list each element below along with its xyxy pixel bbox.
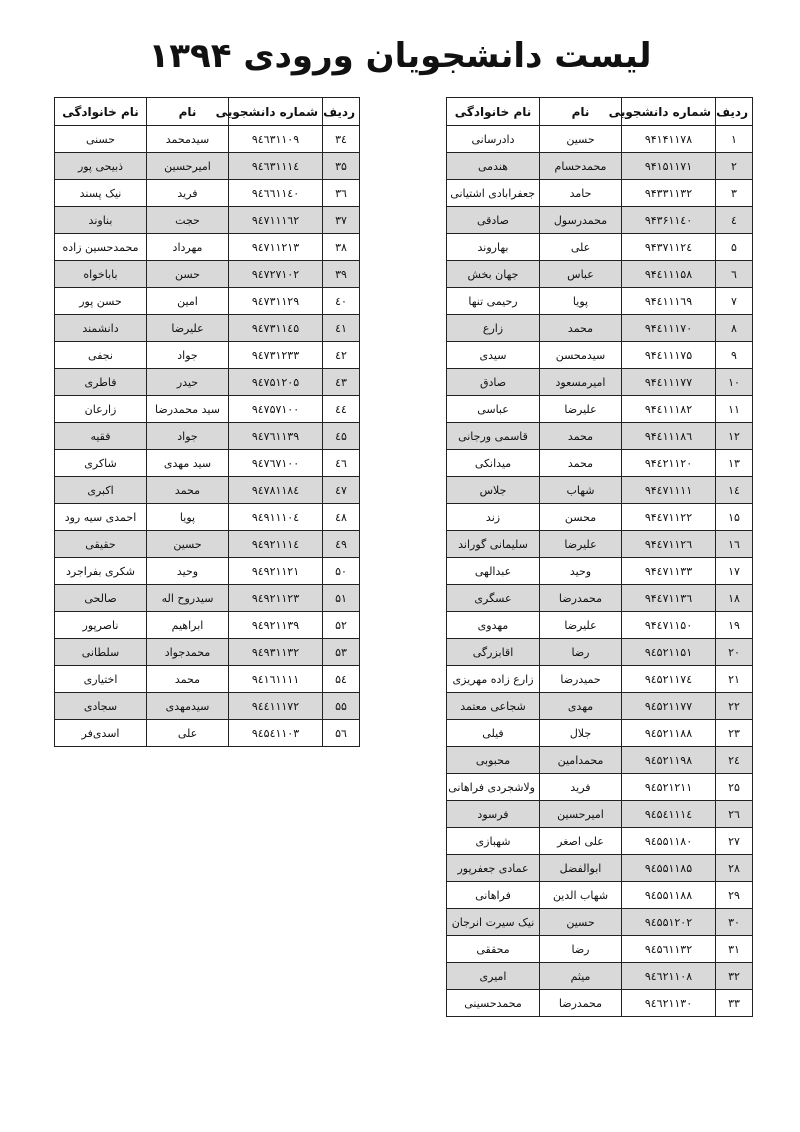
cell-row-number: ۳۷ [323, 207, 360, 234]
cell-first-name: حمیدرضا [540, 666, 622, 693]
table-row [55, 666, 360, 693]
table-row [447, 855, 753, 882]
cell-student-id: ۹٤٤۱۱۱۷۲ [229, 693, 323, 720]
cell-student-id: ۹٤۷۳۱۱۲۹ [229, 288, 323, 315]
cell-first-name: حسن [147, 261, 229, 288]
cell-first-name: سید مهدی [147, 450, 229, 477]
cell-last-name: بناوند [55, 207, 147, 234]
cell-first-name: حامد [540, 180, 622, 207]
cell-last-name: اقابزرگی [447, 639, 540, 666]
cell-first-name: سیدمحسن [540, 342, 622, 369]
cell-first-name: محمدحسام [540, 153, 622, 180]
cell-student-id: ۹۴٤۷۱۱۱۱ [622, 477, 716, 504]
cell-last-name: محققی [447, 936, 540, 963]
cell-row-number: ٤ [716, 207, 753, 234]
cell-first-name: پویا [147, 504, 229, 531]
table-row [447, 963, 753, 990]
cell-first-name: رضا [540, 639, 622, 666]
cell-first-name: امیرمسعود [540, 369, 622, 396]
cell-first-name: محمدرسول [540, 207, 622, 234]
cell-first-name: حسین [540, 909, 622, 936]
cell-last-name: صادقی [447, 207, 540, 234]
cell-student-id: ۹۴۳۶۱۱٤۰ [622, 207, 716, 234]
cell-student-id: ۹۴٤۱۱۱۸۲ [622, 396, 716, 423]
cell-student-id: ۹٤۹۲۱۱۲۳ [229, 585, 323, 612]
cell-row-number: ١٤ [716, 477, 753, 504]
cell-row-number: ۲۵ [716, 774, 753, 801]
cell-last-name: نجفی [55, 342, 147, 369]
cell-student-id: ۹۴۱۴۱۱۷۸ [622, 126, 716, 153]
cell-first-name: حسین [147, 531, 229, 558]
cell-first-name: پویا [540, 288, 622, 315]
table-row [447, 423, 753, 450]
cell-student-id: ۹٤۵۲۱۱۷۷ [622, 693, 716, 720]
cell-student-id: ۹٤۵۵۱۱۸۰ [622, 828, 716, 855]
cell-row-number: ۹ [716, 342, 753, 369]
cell-first-name: جواد [147, 342, 229, 369]
cell-last-name: نیک پسند [55, 180, 147, 207]
cell-row-number: ۱۸ [716, 585, 753, 612]
cell-first-name: مهدی [540, 693, 622, 720]
cell-first-name: وحید [147, 558, 229, 585]
table-row [55, 639, 360, 666]
table-row [55, 612, 360, 639]
table-row [55, 585, 360, 612]
cell-student-id: ۹٤۹۱۱۱۰٤ [229, 504, 323, 531]
cell-first-name: ابوالفضل [540, 855, 622, 882]
table-row [447, 693, 753, 720]
header-student-id: شماره دانشجویی [622, 98, 716, 126]
cell-student-id: ۹۴٤۲۱۱۲۰ [622, 450, 716, 477]
cell-first-name: وحید [540, 558, 622, 585]
cell-student-id: ۹۴٤۱۱۱٦۹ [622, 288, 716, 315]
cell-student-id: ۹٤۱٦۱۱۱۱ [229, 666, 323, 693]
cell-last-name: باباخواه [55, 261, 147, 288]
cell-first-name: امیرحسین [540, 801, 622, 828]
table-row [55, 342, 360, 369]
cell-student-id: ۹۴٤۱۱۱۷۰ [622, 315, 716, 342]
cell-last-name: اکبری [55, 477, 147, 504]
table-row [55, 207, 360, 234]
cell-row-number: ٤۵ [323, 423, 360, 450]
cell-first-name: علیرضا [540, 396, 622, 423]
cell-row-number: ۳٦ [323, 180, 360, 207]
cell-last-name: اسدی‌فر [55, 720, 147, 747]
cell-first-name: شهاب الدین [540, 882, 622, 909]
header-last-name: نام خانوادگی [55, 98, 147, 126]
cell-last-name: عمادی جعفرپور [447, 855, 540, 882]
cell-last-name: جلاس [447, 477, 540, 504]
cell-first-name: محمدامین [540, 747, 622, 774]
cell-row-number: ۷ [716, 288, 753, 315]
cell-last-name: فاطری [55, 369, 147, 396]
cell-first-name: فرید [540, 774, 622, 801]
cell-last-name: ناصرپور [55, 612, 147, 639]
cell-last-name: حسن پور [55, 288, 147, 315]
cell-last-name: شجاعی معتمد [447, 693, 540, 720]
table-row [447, 315, 753, 342]
cell-first-name: سیدمهدی [147, 693, 229, 720]
table-row [447, 828, 753, 855]
header-first-name: نام [147, 98, 229, 126]
cell-row-number: ۲۷ [716, 828, 753, 855]
cell-student-id: ۹٤۵٦۱۱۳۲ [622, 936, 716, 963]
cell-student-id: ۹۴٤۷۱۱۲۲ [622, 504, 716, 531]
table-header-row [55, 98, 360, 126]
cell-last-name: مهدوی [447, 612, 540, 639]
cell-last-name: دانشمند [55, 315, 147, 342]
cell-first-name: مهرداد [147, 234, 229, 261]
cell-row-number: ۵۵ [323, 693, 360, 720]
cell-row-number: ۲ [716, 153, 753, 180]
cell-first-name: شهاب [540, 477, 622, 504]
cell-last-name: سجادی [55, 693, 147, 720]
table-row [55, 369, 360, 396]
cell-student-id: ۹٤٦۳۱۱۱٤ [229, 153, 323, 180]
table-row [447, 396, 753, 423]
cell-first-name: محمدرضا [540, 585, 622, 612]
cell-last-name: جهان بخش [447, 261, 540, 288]
cell-last-name: نیک سیرت انرجان [447, 909, 540, 936]
cell-row-number: ۱۰ [716, 369, 753, 396]
cell-student-id: ۹۴٤۷۱۱۲٦ [622, 531, 716, 558]
cell-student-id: ۹٤۵۵۱۱۸۸ [622, 882, 716, 909]
table-row [55, 153, 360, 180]
cell-last-name: شهبازی [447, 828, 540, 855]
cell-first-name: امین [147, 288, 229, 315]
table-row [447, 531, 753, 558]
table-row [447, 207, 753, 234]
cell-last-name: فقیه [55, 423, 147, 450]
cell-row-number: ۸ [716, 315, 753, 342]
header-last-name: نام خانوادگی [447, 98, 540, 126]
cell-last-name: هندمی [447, 153, 540, 180]
table-row [447, 261, 753, 288]
cell-student-id: ۹٤۹۲۱۱۳۹ [229, 612, 323, 639]
cell-row-number: ۵۳ [323, 639, 360, 666]
cell-first-name: سیدمحمد [147, 126, 229, 153]
cell-student-id: ۹٤۷٦۷۱۰۰ [229, 450, 323, 477]
cell-row-number: ۳۱ [716, 936, 753, 963]
cell-last-name: رحیمی تنها [447, 288, 540, 315]
table-row [447, 666, 753, 693]
cell-row-number: ۳۹ [323, 261, 360, 288]
cell-row-number: ۵۲ [323, 612, 360, 639]
cell-row-number: ۵ [716, 234, 753, 261]
cell-last-name: صادق [447, 369, 540, 396]
cell-last-name: زارعان [55, 396, 147, 423]
cell-last-name: میدانکی [447, 450, 540, 477]
cell-row-number: ٤۷ [323, 477, 360, 504]
table-row [447, 639, 753, 666]
table-row [447, 558, 753, 585]
cell-row-number: ٤۳ [323, 369, 360, 396]
cell-last-name: زارع [447, 315, 540, 342]
cell-last-name: عبدالهی [447, 558, 540, 585]
cell-row-number: ۳٤ [323, 126, 360, 153]
cell-student-id: ۹٤۵۵۱۲۰۲ [622, 909, 716, 936]
cell-row-number: ۲۹ [716, 882, 753, 909]
cell-student-id: ۹٤۷۱۱۲۱۳ [229, 234, 323, 261]
table-row [55, 126, 360, 153]
cell-last-name: فرسود [447, 801, 540, 828]
cell-last-name: بهاروند [447, 234, 540, 261]
table-row [55, 720, 360, 747]
cell-last-name: عسگری [447, 585, 540, 612]
table-row [447, 477, 753, 504]
cell-student-id: ۹٤۵۲۱۱۹۸ [622, 747, 716, 774]
cell-first-name: محسن [540, 504, 622, 531]
cell-first-name: رضا [540, 936, 622, 963]
cell-student-id: ۹۴۳۷۱۱۲٤ [622, 234, 716, 261]
cell-last-name: محمدحسینی [447, 990, 540, 1017]
cell-student-id: ۹٤۵۲۱۲۱۱ [622, 774, 716, 801]
cell-first-name: سید محمدرضا [147, 396, 229, 423]
cell-first-name: عباس [540, 261, 622, 288]
cell-last-name: حسنی [55, 126, 147, 153]
cell-first-name: علی [540, 234, 622, 261]
table-row [447, 585, 753, 612]
cell-student-id: ۹٤۹۲۱۱۱٤ [229, 531, 323, 558]
cell-row-number: ۱٦ [716, 531, 753, 558]
cell-last-name: اختیاری [55, 666, 147, 693]
cell-first-name: حسین [540, 126, 622, 153]
cell-row-number: ۱۷ [716, 558, 753, 585]
header-row-number: ردیف [323, 98, 360, 126]
cell-last-name: فراهانی [447, 882, 540, 909]
table-row [447, 342, 753, 369]
table-row [447, 774, 753, 801]
cell-student-id: ۹٤۹۲۱۱۲۱ [229, 558, 323, 585]
table-row [55, 531, 360, 558]
cell-row-number: ٤۹ [323, 531, 360, 558]
table-row [447, 234, 753, 261]
table-row [447, 504, 753, 531]
cell-student-id: ۹٤۵٤۱۱۰۳ [229, 720, 323, 747]
table-row [447, 612, 753, 639]
cell-row-number: ۱۱ [716, 396, 753, 423]
cell-first-name: محمدجواد [147, 639, 229, 666]
table-row [447, 747, 753, 774]
cell-student-id: ۹۴٤۱۱۱۵۸ [622, 261, 716, 288]
cell-last-name: محبوبی [447, 747, 540, 774]
table-row [55, 396, 360, 423]
table-row [447, 153, 753, 180]
table-row [55, 450, 360, 477]
cell-row-number: ۵۰ [323, 558, 360, 585]
cell-last-name: قاسمی ورجانی [447, 423, 540, 450]
header-student-id: شماره دانشجویی [229, 98, 323, 126]
cell-student-id: ۹٤۷۳۱۲۳۳ [229, 342, 323, 369]
table-row [55, 477, 360, 504]
cell-row-number: ۱۲ [716, 423, 753, 450]
cell-row-number: ۵٦ [323, 720, 360, 747]
table-row [55, 504, 360, 531]
cell-last-name: ذبیحی پور [55, 153, 147, 180]
cell-student-id: ۹٤۷۵۷۱۰۰ [229, 396, 323, 423]
table-row [55, 423, 360, 450]
cell-first-name: محمد [147, 477, 229, 504]
cell-student-id: ۹٤٦۲۱۱۰۸ [622, 963, 716, 990]
cell-row-number: ٦ [716, 261, 753, 288]
cell-row-number: ۲٤ [716, 747, 753, 774]
cell-first-name: علیرضا [147, 315, 229, 342]
cell-row-number: ۲۲ [716, 693, 753, 720]
cell-row-number: ۲۸ [716, 855, 753, 882]
cell-row-number: ۳۲ [716, 963, 753, 990]
cell-last-name: زارع زاده مهریزی [447, 666, 540, 693]
cell-student-id: ۹٤۵۵۱۱۸۵ [622, 855, 716, 882]
cell-row-number: ٤۱ [323, 315, 360, 342]
table-row [447, 126, 753, 153]
cell-first-name: ابراهیم [147, 612, 229, 639]
cell-row-number: ۱ [716, 126, 753, 153]
cell-last-name: شکری بفراجرد [55, 558, 147, 585]
cell-row-number: ٤٦ [323, 450, 360, 477]
header-first-name: نام [540, 98, 622, 126]
cell-first-name: علی [147, 720, 229, 747]
cell-row-number: ۳۰ [716, 909, 753, 936]
cell-last-name: جعفرابادی اشتیانی [447, 180, 540, 207]
table-row [55, 315, 360, 342]
cell-last-name: زند [447, 504, 540, 531]
cell-student-id: ۹٤۷۲۷۱۰۲ [229, 261, 323, 288]
cell-first-name: محمد [540, 450, 622, 477]
cell-student-id: ۹۴٤۷۱۱۵۰ [622, 612, 716, 639]
cell-student-id: ۹٤۵٤۱۱۱٤ [622, 801, 716, 828]
cell-student-id: ۹۴٤۱۱۱۸٦ [622, 423, 716, 450]
cell-last-name: فیلی [447, 720, 540, 747]
cell-student-id: ۹٤۷٦۱۱۳۹ [229, 423, 323, 450]
table-row [447, 288, 753, 315]
cell-row-number: ۲۱ [716, 666, 753, 693]
page-title: لیست دانشجویان ورودی ۱۳۹۴ [148, 36, 652, 76]
table-row [447, 801, 753, 828]
table-header-row [447, 98, 753, 126]
table-row [447, 450, 753, 477]
table-row [447, 882, 753, 909]
cell-row-number: ۳ [716, 180, 753, 207]
cell-first-name: محمد [540, 315, 622, 342]
students-table-left [54, 97, 360, 747]
table-row [447, 909, 753, 936]
cell-row-number: ٤۸ [323, 504, 360, 531]
cell-student-id: ۹٤٦٦۱۱٤۰ [229, 180, 323, 207]
cell-first-name: محمد [540, 423, 622, 450]
cell-first-name: سیدروح اله [147, 585, 229, 612]
cell-student-id: ۹٤۷۳۱۱٤۵ [229, 315, 323, 342]
cell-student-id: ۹٤٦۲۱۱۳۰ [622, 990, 716, 1017]
table-row [447, 720, 753, 747]
cell-first-name: محمدرضا [540, 990, 622, 1017]
cell-student-id: ۹۴۱۵۱۱۷۱ [622, 153, 716, 180]
table-row [55, 288, 360, 315]
cell-row-number: ۲۰ [716, 639, 753, 666]
students-table-right [446, 97, 753, 1017]
cell-last-name: سلطانی [55, 639, 147, 666]
table-row [447, 936, 753, 963]
cell-first-name: علی اصغر [540, 828, 622, 855]
cell-row-number: ۲٦ [716, 801, 753, 828]
cell-student-id: ۹٤۹۳۱۱۳۲ [229, 639, 323, 666]
table-row [55, 558, 360, 585]
cell-row-number: ٤٤ [323, 396, 360, 423]
cell-first-name: محمد [147, 666, 229, 693]
cell-row-number: ۱۵ [716, 504, 753, 531]
cell-row-number: ۵۱ [323, 585, 360, 612]
cell-student-id: ۹٤۵۲۱۱۵۱ [622, 639, 716, 666]
cell-first-name: امیرحسین [147, 153, 229, 180]
cell-row-number: ۲۳ [716, 720, 753, 747]
table-row [447, 180, 753, 207]
table-row [55, 693, 360, 720]
cell-last-name: سلیمانی گوراند [447, 531, 540, 558]
cell-first-name: فرید [147, 180, 229, 207]
cell-last-name: محمدحسین زاده [55, 234, 147, 261]
cell-last-name: حقیقی [55, 531, 147, 558]
table-row [55, 261, 360, 288]
cell-row-number: ۳۸ [323, 234, 360, 261]
cell-row-number: ۱۳ [716, 450, 753, 477]
cell-last-name: سیدی [447, 342, 540, 369]
cell-student-id: ۹٤۵۲۱۱۷٤ [622, 666, 716, 693]
table-row [55, 180, 360, 207]
table-row [447, 990, 753, 1017]
header-row-number: ردیف [716, 98, 753, 126]
cell-student-id: ۹٤۵۲۱۱۸۸ [622, 720, 716, 747]
cell-row-number: ۱۹ [716, 612, 753, 639]
cell-student-id: ۹۴٤۱۱۱۷۵ [622, 342, 716, 369]
cell-first-name: حیدر [147, 369, 229, 396]
cell-last-name: عباسی [447, 396, 540, 423]
cell-last-name: دادرسانی [447, 126, 540, 153]
cell-student-id: ۹٤٦۳۱۱۰۹ [229, 126, 323, 153]
cell-first-name: علیرضا [540, 612, 622, 639]
cell-last-name: امیری [447, 963, 540, 990]
cell-first-name: علیرضا [540, 531, 622, 558]
cell-student-id: ۹۴٤۷۱۱۳٦ [622, 585, 716, 612]
cell-student-id: ۹۴٤۱۱۱۷۷ [622, 369, 716, 396]
cell-first-name: میثم [540, 963, 622, 990]
cell-last-name: شاکری [55, 450, 147, 477]
table-row [55, 234, 360, 261]
cell-row-number: ۳۵ [323, 153, 360, 180]
cell-first-name: جلال [540, 720, 622, 747]
cell-last-name: ولاشجردی فراهانی [447, 774, 540, 801]
cell-student-id: ۹۴٤۷۱۱۳۳ [622, 558, 716, 585]
cell-row-number: ۵٤ [323, 666, 360, 693]
cell-first-name: حجت [147, 207, 229, 234]
cell-student-id: ۹٤۷۱۱۱٦۲ [229, 207, 323, 234]
cell-last-name: احمدی سیه رود [55, 504, 147, 531]
cell-student-id: ۹۴۳۳۱۱۳۲ [622, 180, 716, 207]
cell-row-number: ۳۳ [716, 990, 753, 1017]
cell-student-id: ۹٤۷۸۱۱۸٤ [229, 477, 323, 504]
cell-student-id: ۹٤۷۵۱۲۰۵ [229, 369, 323, 396]
cell-last-name: صالحی [55, 585, 147, 612]
cell-first-name: جواد [147, 423, 229, 450]
table-row [447, 369, 753, 396]
cell-row-number: ٤۲ [323, 342, 360, 369]
cell-row-number: ٤۰ [323, 288, 360, 315]
